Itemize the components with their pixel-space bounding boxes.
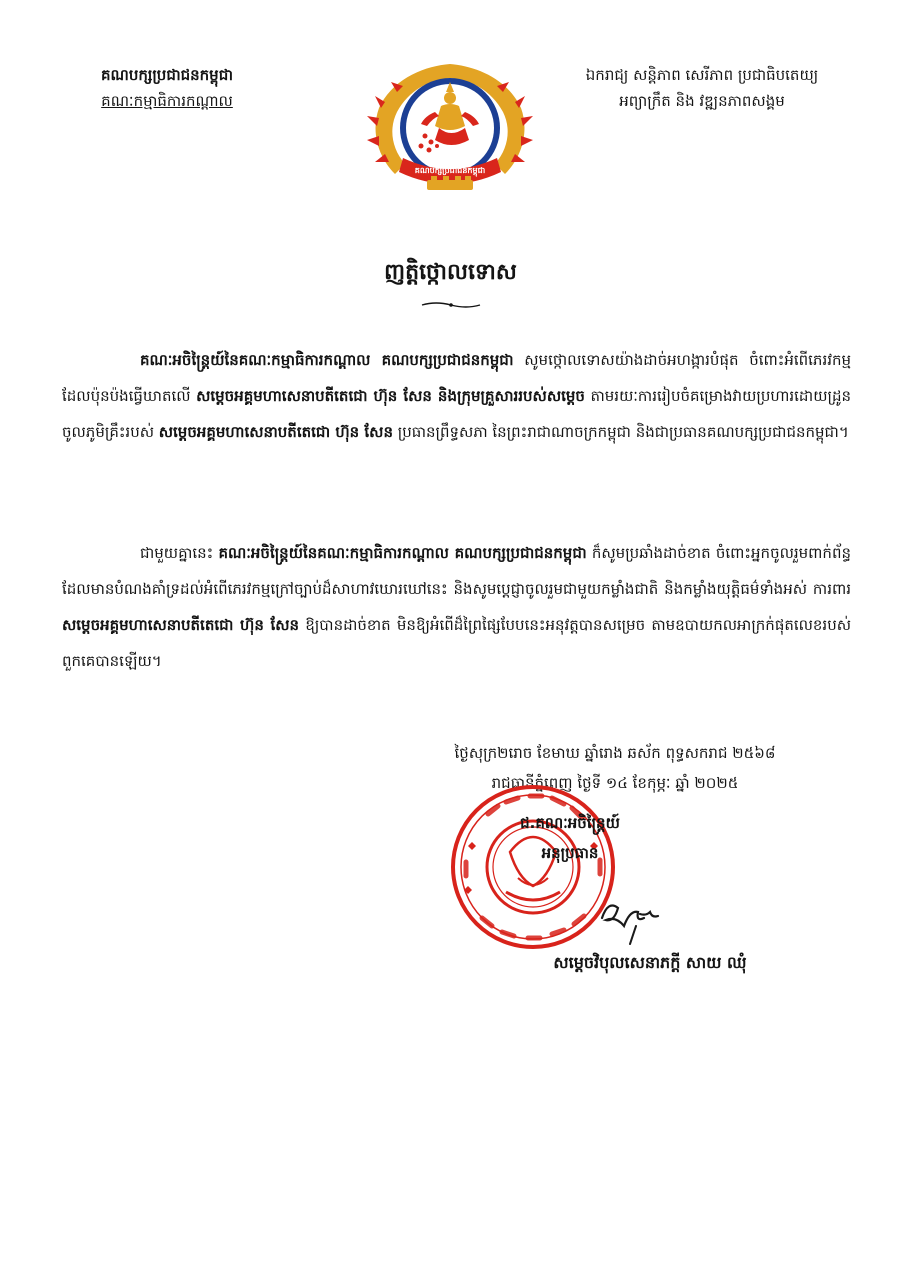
committee-ref: គណៈអចិន្ត្រៃយ៍នៃគណៈកម្មាធិការកណ្ដាល គណបក្សប្រជាជនកម្ពុជា [140, 351, 514, 369]
leader-ref: សម្ដេចអគ្គមហាសេនាបតីតេជោ ហ៊ុន សែន និងក្រុមគ្រួសាររបស់សម្ដេច [196, 387, 585, 405]
paragraph2-text-b: ក៏សូមប្រឆាំងដាច់ខាត ចំពោះអ្នកចូលរួមពាក់ព័ន្ធ ដែលមានបំណងគាំទ្រដល់អំពើភេរវកម្មក្រៅច្បាប់ដ៏សាហាវឃោរឃៅនេះ និងសូមប្ដេជ្ញាចូលរួមជាមួយកម្លាំងជាតិ និងកម្លាំងយុត្តិធម៌ទាំងអស់ ការពារ [62, 544, 851, 598]
party-emblem-icon [365, 52, 535, 202]
paragraph1-text-a: សូមថ្កោលទោសយ៉ាងដាច់អហង្ការបំផុត ចំពោះអំពើភេរវកម្ម ដែលប៉ុនប៉ងធ្វើឃាតលើ [62, 351, 852, 405]
handwritten-signature-icon [596, 888, 668, 946]
paragraph1-text-b: តាមរយៈការរៀបចំគម្រោងវាយប្រហារដោយដ្រូនចូលភូមិគ្រឹះរបស់ [62, 387, 851, 441]
signatory-role: អនុប្រធាន [541, 844, 599, 862]
leader-ref-2: សម្ដេចអគ្គមហាសេនាបតីតេជោ ហ៊ុន សែន [158, 423, 393, 441]
paragraph1-text-c: ប្រធានព្រឹទ្ធសភា នៃព្រះរាជាណាចក្រកម្ពុជា និងជាប្រធានគណបក្សប្រជាជនកម្ពុជា។ [392, 423, 849, 441]
paragraph-condemnation [62, 342, 851, 450]
paragraph-opposition [62, 535, 851, 679]
signatory-position: ជ.គណៈអចិន្ត្រៃយ៍ [520, 814, 620, 832]
title-ornament-icon [420, 300, 482, 310]
paragraph2-text-c: ឱ្យបានដាច់ខាត មិនឱ្យអំពើដ៏ព្រៃផ្សៃបែបនេះអនុវត្តបានសម្រេច តាមឧបាយកលអាក្រក់ផុតលេខរបស់ពួកគេបានឡើយ។ [62, 616, 851, 670]
committee-name: គណៈកម្មាធិការកណ្ដាល [101, 92, 233, 110]
committee-ref-2: គណៈអចិន្ត្រៃយ៍នៃគណៈកម្មាធិការកណ្ដាល គណបក្សប្រជាជនកម្ពុជា [218, 544, 587, 562]
party-header [62, 62, 272, 114]
emblem-banner-text: គណបក្សប្រជាជនកម្ពុជា [414, 166, 486, 175]
lunar-date: ថ្ងៃសុក្រ២រោច ខែមាឃ ឆ្នាំរោង ឆស័ក ពុទ្ធសករាជ ២៥៦៨ [454, 744, 776, 762]
national-motto [552, 62, 852, 114]
leader-ref-3: សម្ដេចអគ្គមហាសេនាបតីតេជោ ហ៊ុន សែន [62, 616, 300, 634]
solar-date: រាជធានីភ្នំពេញ ថ្ងៃទី ១៤ ខែកុម្ភៈ ឆ្នាំ ២០២៥ [491, 774, 739, 792]
signatory-title [420, 808, 720, 868]
motto-line-2: អព្យាក្រឹត និង វឌ្ឍនភាពសង្គម [619, 92, 785, 110]
page-title: ញត្តិថ្កោលទោស [384, 260, 517, 285]
party-name: គណបក្សប្រជាជនកម្ពុជា [101, 66, 233, 84]
signer-name: សម្ដេចវិបុលសេនាភក្ដី សាយ ឈុំ [553, 953, 747, 972]
paragraph2-text-a: ជាមួយគ្នានេះ [140, 544, 219, 562]
motto-line-1: ឯករាជ្យ សន្តិភាព សេរីភាព ប្រជាធិបតេយ្យ [585, 66, 819, 84]
